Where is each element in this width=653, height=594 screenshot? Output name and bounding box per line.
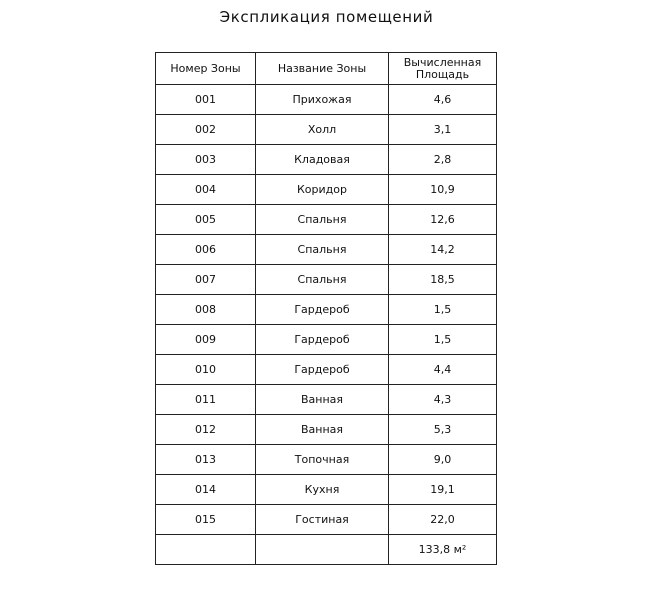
zone-number-cell: 007 xyxy=(156,265,256,295)
zone-name-cell: Холл xyxy=(256,115,389,145)
table-row xyxy=(156,265,497,295)
zone-area-cell: 22,0 xyxy=(389,505,497,535)
zone-name-cell: Топочная xyxy=(256,445,389,475)
table-row xyxy=(156,505,497,535)
zone-area-cell: 1,5 xyxy=(389,325,497,355)
zone-area-cell: 9,0 xyxy=(389,445,497,475)
zone-name-cell: Спальня xyxy=(256,205,389,235)
total-name-cell xyxy=(256,535,389,565)
total-area-cell: 133,8 м² xyxy=(389,535,497,565)
zone-area-cell: 18,5 xyxy=(389,265,497,295)
zone-name-cell: Гостиная xyxy=(256,505,389,535)
table-row xyxy=(156,415,497,445)
zone-name-cell: Кладовая xyxy=(256,145,389,175)
zone-number-cell: 013 xyxy=(156,445,256,475)
table-row xyxy=(156,205,497,235)
zone-area-cell: 4,3 xyxy=(389,385,497,415)
table-row xyxy=(156,355,497,385)
zone-number-cell: 011 xyxy=(156,385,256,415)
zone-area-cell: 10,9 xyxy=(389,175,497,205)
zone-number-cell: 005 xyxy=(156,205,256,235)
zone-name-cell: Гардероб xyxy=(256,295,389,325)
zone-number-cell: 002 xyxy=(156,115,256,145)
zone-name-cell: Спальня xyxy=(256,265,389,295)
header-zone-area: Вычисленная Площадь xyxy=(389,53,497,85)
table-header-row xyxy=(156,53,497,85)
zone-number-cell: 003 xyxy=(156,145,256,175)
zone-number-cell: 006 xyxy=(156,235,256,265)
zone-area-cell: 2,8 xyxy=(389,145,497,175)
header-zone-name: Название Зоны xyxy=(256,53,389,85)
document-title: Экспликация помещений xyxy=(219,8,434,26)
zone-area-cell: 4,4 xyxy=(389,355,497,385)
zone-area-cell: 3,1 xyxy=(389,115,497,145)
zone-number-cell: 014 xyxy=(156,475,256,505)
zone-number-cell: 010 xyxy=(156,355,256,385)
zone-name-cell: Гардероб xyxy=(256,355,389,385)
zone-name-cell: Спальня xyxy=(256,235,389,265)
table-row xyxy=(156,115,497,145)
zone-name-cell: Кухня xyxy=(256,475,389,505)
zone-name-cell: Прихожая xyxy=(256,85,389,115)
total-row xyxy=(156,535,497,565)
table-row xyxy=(156,385,497,415)
table-row xyxy=(156,235,497,265)
zone-area-cell: 12,6 xyxy=(389,205,497,235)
table-row xyxy=(156,85,497,115)
table-row xyxy=(156,295,497,325)
zone-area-cell: 1,5 xyxy=(389,295,497,325)
zone-area-cell: 4,6 xyxy=(389,85,497,115)
total-number-cell xyxy=(156,535,256,565)
zone-number-cell: 008 xyxy=(156,295,256,325)
zone-number-cell: 004 xyxy=(156,175,256,205)
table-row xyxy=(156,175,497,205)
zone-name-cell: Ванная xyxy=(256,415,389,445)
table-row xyxy=(156,475,497,505)
zone-name-cell: Гардероб xyxy=(256,325,389,355)
table-row xyxy=(156,445,497,475)
table-row xyxy=(156,325,497,355)
zone-number-cell: 009 xyxy=(156,325,256,355)
header-zone-number: Номер Зоны xyxy=(156,53,256,85)
zone-number-cell: 001 xyxy=(156,85,256,115)
zone-area-cell: 14,2 xyxy=(389,235,497,265)
zone-number-cell: 012 xyxy=(156,415,256,445)
zone-name-cell: Ванная xyxy=(256,385,389,415)
zone-area-cell: 19,1 xyxy=(389,475,497,505)
zone-number-cell: 015 xyxy=(156,505,256,535)
table-row xyxy=(156,145,497,175)
zone-area-cell: 5,3 xyxy=(389,415,497,445)
zone-name-cell: Коридор xyxy=(256,175,389,205)
explication-table xyxy=(155,52,497,565)
